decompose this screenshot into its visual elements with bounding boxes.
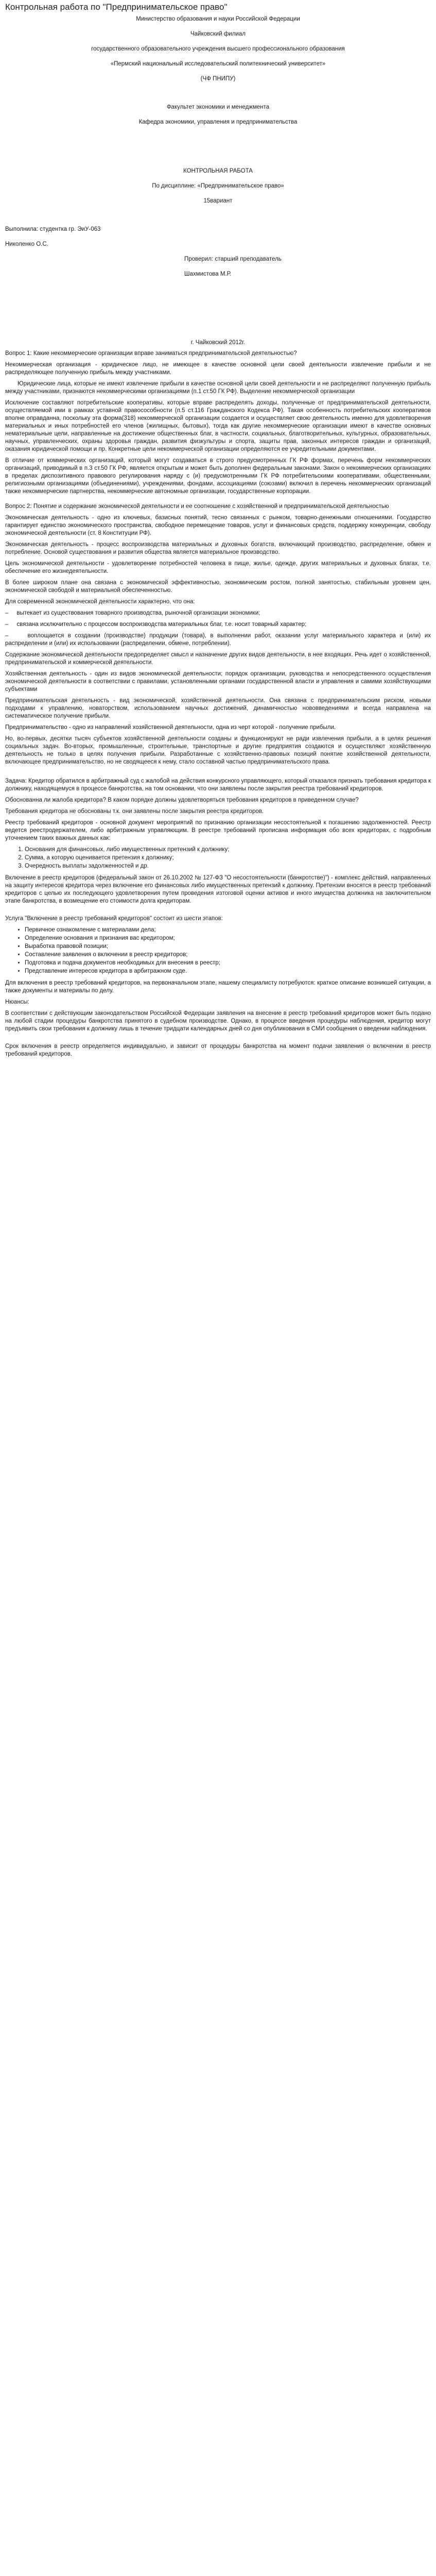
faculty: Факультет экономики и менеджмента xyxy=(166,104,270,110)
question-1 xyxy=(5,350,431,496)
q1-paragraph: В отличие от коммерческих организаций, который могут создаваться в строго предусмотренных ГК РФ формах, перечень форм некоммерческих организаций, приводимый в п.3 ст.50 ГК РФ, является открытым и может быть дополнен федеральным законами. Закон о некоммерческих организациях в пределах диспозитивного правового регулирования наряду с (и) предусмотренными ГК РФ потребительскими кооперативами, общественными, религиозными организациями (объединениями), учреждениями, фондами, ассоциациями (союзами) включил в перечень некоммерческих организаций также некоммерческие партнерства, некоммерческие автономные организации, государственные корпорации. xyxy=(5,457,431,495)
task-paragraph: Услуга "Включение в реестр требований кредиторов" состоит из шести этапов: xyxy=(5,916,223,922)
q2-dash-item-text: вытекает из существования товарного производства, рыночной организации экономики; xyxy=(16,610,260,616)
q1-paragraph: Юридические лица, которые не имеют извлечение прибыли в качестве основной цели своей деятельности и не распределяют полученную прибыль между участниками, признаются некоммерческими организациями (п.1 ст.50 ГК РФ). Выделение некоммерческой организации xyxy=(5,381,431,395)
task-paragraph: Задача: Кредитор обратился в арбитражный суд с жалобой на действия конкурсного управляющего, который отказался признать требования кредитора к должнику, находящемуся в процессе банкротства, на том основании, что они заявлены после закрытия реестра требований кредиторов. xyxy=(5,778,431,792)
list-item: 3. Очередность выплаты задолженностей и др. xyxy=(25,862,431,870)
task-paragraph: Срок включения в реестр определяется индивидуально, и зависит от процедуры банкротства на момент подачи заявления о включении в реестр требований кредиторов. xyxy=(5,1043,431,1057)
student-name: Николенко О.С. xyxy=(5,241,48,247)
task-paragraph: Требования кредитора не обоснованы т.к. они заявлены после закрытия реестра кредиторов. xyxy=(5,808,264,815)
q2-dash-item: – вытекает из существования товарного производства, рыночной организации экономики; xyxy=(5,610,260,616)
ministry: Министерство образования и науки Российской Федерации xyxy=(136,16,300,22)
q2-paragraph: Хозяйственная деятельность - один из видов экономической деятельности; порядок организации, руководства и непосредственного осуществления экономической деятельности в соответствии с правилами, установленными органами государственной власти и управления и самими хозяйствующими субъектами xyxy=(5,671,431,692)
q1-paragraph: Некоммерческая организация - юридическое лицо, не имеющее в качестве основной цели своей деятельности извлечение прибыли и не распределяющее полученную прибыль между участниками. xyxy=(5,362,431,376)
task-paragraph: Нюансы: xyxy=(5,999,29,1005)
q2-dash-item-text: воплощается в создании (производстве) продукции (товара), в выполнении работ, оказании услуг материального характера и (или) их распределении и (или) их использовании (распределении, обмене, потреблении). xyxy=(5,633,431,647)
q2-paragraph: Экономическая деятельность - процесс воспроизводства материальных и духовных богатств, включающий производство, распределение, обмен и потребление. Основой существования и развития общества является материальное производство. xyxy=(5,541,431,555)
q2-paragraph: Экономическая деятельность - одно из ключевых, базисных понятий, тесно связанных с рынком, товарно-денежными отношениями. Государство гарантирует единство экономического пространства, свободное перемещение товаров, услуг и финансовых средств, поддержку конкуренции, свободу экономической деятельности (ст. 8 Конституции РФ). xyxy=(5,515,431,536)
variant: 15вариант xyxy=(203,198,233,204)
question-2-heading: Вопрос 2: Понятие и содержание экономической деятельности и ее соотношение с хозяйственной и предпринимательской деятельностью xyxy=(5,503,389,510)
list-item: • Представление интересов кредитора в арбитражном суде. xyxy=(25,968,431,975)
bullet-list xyxy=(5,926,431,975)
task xyxy=(5,777,431,1058)
department: Кафедра экономики, управления и предпринимательства xyxy=(138,119,298,125)
q2-paragraph: Предпринимательская деятельность - вид экономической, хозяйственной деятельности. Она связана с предпринимательским риском, новыми подходами к управлению, новаторством, использованием научных достижений, динамичностью нововведениями и всегда направлена на систематическое получение прибыли. xyxy=(5,698,431,719)
q2-dash-item: – связана исключительно с процессом воспроизводства материальных благ, т.е. носит товарный характер; xyxy=(5,621,307,628)
list-item: • Определение основания и признания вас кредитором; xyxy=(25,935,431,942)
work-type: КОНТРОЛЬНАЯ РАБОТА xyxy=(183,168,253,174)
institution: государственного образовательного учреждения высшего профессионального образования xyxy=(91,46,345,52)
title-page xyxy=(5,15,431,347)
task-paragraph: Реестр требований кредиторов - основной документ мероприятий по признанию организации несостоятельной к погашению задолженностей. Реестр ведется реестродержателем, либо арбитражным управляющим. В реестре требований прописана информация обо всех кредиторах, с подробным уточнением таких важных данных как: xyxy=(5,820,431,841)
document-title: Контрольная работа по "Предпринимательское право" xyxy=(5,2,228,12)
task-paragraph: Для включения в реестр требований кредиторов, на первоначальном этапе, нашему специалисту потребуются: краткое описание возникшей ситуации, а также документы и материалы по делу. xyxy=(5,980,431,994)
university-abbr: (ЧФ ПНИПУ) xyxy=(200,76,236,82)
list-item: 1. Основания для финансовых, либо имущественных претензий к должнику; xyxy=(25,846,431,854)
city-year: г. Чайковский 2012г. xyxy=(190,340,246,346)
q1-paragraph: Исключение составляют потребительские кооперативы, которые вправе распределять доходы, полученные от предпринимательской деятельности, осуществляемой ими в рамках уставной правосособности (п.5 ст.116 Гражданского Кодекса РФ). Такая особенность потребительских кооперативов вполне оправданна, поскольку эта форма(318) некоммерческой организации создается и осуществляет свою деятельность именно для удовлетворения материальных и иных потребностей его членов (жилищных, бытовых), тогда как другие некоммерческие организации имеют в качестве основных нематериальные цели, направленные на достижение общественных благ, в частности, социальных, благотворительных, культурных, образовательных, научных, управленческих, охраны здоровья граждан, развития физкультуры и спорта, защиты прав, законных интересов граждан и организаций, оказания юридической помощи и пр. Конкретные цели некоммерческой организации определяются ее учредительными документами. xyxy=(5,400,431,452)
question-2 xyxy=(5,503,431,766)
discipline: По дисциплине: «Предпринимательское право» xyxy=(152,183,284,189)
task-paragraph: Обоснованна ли жалоба кредитора? В каком порядке должны удовлетворяться требования кредиторов в приведенном случае? xyxy=(5,797,359,803)
q2-paragraph: Но, во-первых, десятки тысяч субъектов хозяйственной деятельности созданы и функционируют не ради извлечения прибыли, а в целях решения социальных задач. Во-вторых, промышленные, строительные, транспортные и другие предприятия создаются и осуществляют хозяйственную деятельность не только в целях получения прибыли. Разработанные с хозяйственно-правовых позиций понятие хозяйственной деятельности, включающее предпринимательство, но не сводящееся к нему, стало составной частью предпринимательского права. xyxy=(5,736,431,765)
document-body xyxy=(5,15,431,1058)
numbered-list xyxy=(5,846,431,870)
student-info: Выполнила: студентка гр. ЭиУ-063 xyxy=(5,226,101,232)
page xyxy=(0,2,436,1058)
q2-paragraph: Для современной экономической деятельности характерно, что она: xyxy=(5,599,195,605)
q2-paragraph: Предпринимательство - одно из направлений хозяйственной деятельности, одна из черт которой - получение прибыли. xyxy=(5,724,336,731)
q2-paragraph: Содержание экономической деятельности предопределяет смысл и назначение других видов деятельности, в нее входящих. Речь идет о хозяйственной, предпринимательской и коммерческой деятельности. xyxy=(5,652,431,666)
q2-dash-item: – воплощается в создании (производстве) продукции (товара), в выполнении работ, оказании услуг материального характера и (или) их распределении и (или) их использовании (распределении, обмене, потреблении). xyxy=(5,633,431,647)
question-1-heading: Вопрос 1: Какие некоммерческие организации вправе заниматься предпринимательской деятельностью? xyxy=(5,350,297,357)
list-item: • Подготовка и подача документов необходимых для внесения в реестр; xyxy=(25,959,431,967)
list-item: • Выработка правовой позиции; xyxy=(25,943,431,951)
checked-by: Проверил: старший преподаватель xyxy=(184,256,282,262)
branch: Чайковский филиал xyxy=(190,31,246,37)
list-item: • Первичное ознакомление с материалами дела; xyxy=(25,926,431,934)
q2-dash-item-text: связана исключительно с процессом воспроизводства материальных благ, т.е. носит товарный характер; xyxy=(16,621,307,628)
task-paragraph: В соответствии с действующим законодательством Российской Федерации заявления на внесение в реестр требований кредиторов может быть подано на любой стадии процедуры банкротства принятого в судебном производстве. Однако, в процессе введения процедуры наблюдения, кредитор могут предъявить свои требования к должнику лишь в течение тридцати календарных дней со дня опубликования в СМИ сообщения о введении наблюдения. xyxy=(5,1010,431,1032)
q2-paragraph: В более широком плане она связана с экономической эффективностью, экономическим ростом, полной занятостью, стабильным уровнем цен, экономической свободой и материальной обеспеченностью. xyxy=(5,580,431,594)
list-item: 2. Сумма, а которую оценивается претензия к должнику; xyxy=(25,854,431,862)
teacher-name: Шахмистова М.Р. xyxy=(184,271,232,277)
list-item: • Составление заявления о включении в реестр кредиторов; xyxy=(25,951,431,959)
university: «Пермский национальный исследовательский политехнический университет» xyxy=(110,61,326,67)
task-paragraph: Включение в реестр кредиторов (федеральный закон от 26.10.2002 № 127-ФЗ "О несостоятельности (банкротстве)") - комплекс действий, направленных на защиту интересов кредитора через включение его финансовых либо имущественных претензий к должнику. Претензии вносятся в реестр требований кредиторов с целью их последующего удовлетворения путем проведения изтоговой оценки активов и иного имущества должника на заключительном этапе банкротства, в возмещение его стоимости долга кредиторам. xyxy=(5,875,431,904)
q2-paragraph: Цель экономической деятельности - удовлетворение потребностей человека в пище, жилье, одежде, других материальных и духовных благах, т.е. обеспечение его жизнедеятельности. xyxy=(5,561,431,574)
